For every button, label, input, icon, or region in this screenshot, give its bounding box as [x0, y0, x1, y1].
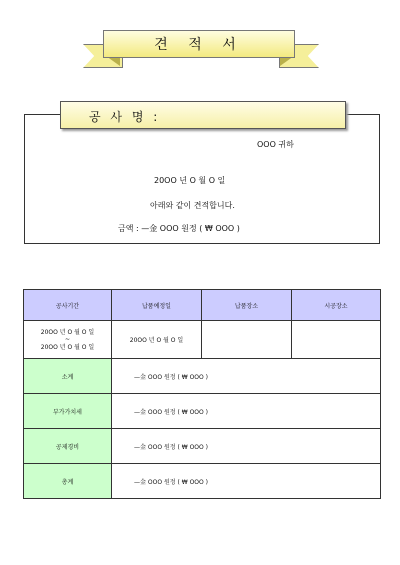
- header-construction-place: 시공장소: [292, 290, 381, 321]
- construction-place-cell: [292, 321, 381, 359]
- header-delivery-place: 납품장소: [202, 290, 292, 321]
- estimate-table: [23, 289, 381, 499]
- row-label-total: 총계: [24, 464, 112, 499]
- period-end: 20OO 년 O 월 O 일: [40, 343, 95, 351]
- period-tilde: ~: [64, 335, 71, 343]
- header-delivery-date: 납품예정일: [112, 290, 202, 321]
- row-label-deduction: 공제경비: [24, 429, 112, 464]
- header-period: 공사기간: [24, 290, 112, 321]
- table-row: [24, 429, 381, 464]
- document-title: 견 적 서: [103, 30, 295, 58]
- table-row: [24, 464, 381, 499]
- row-value-total: —金 OOO 원정 ( ₩ OOO ): [112, 464, 381, 499]
- row-label-subtotal: 소계: [24, 359, 112, 394]
- project-name-label: 공 사 명 :: [89, 110, 161, 124]
- delivery-place-cell: [202, 321, 292, 359]
- row-value-vat: —金 OOO 원정 ( ₩ OOO ): [112, 394, 381, 429]
- delivery-date-cell: 20OO 년 O 월 O 일: [112, 321, 202, 359]
- row-value-subtotal: —金 OOO 원정 ( ₩ OOO ): [112, 359, 381, 394]
- row-label-vat: 부가가치세: [24, 394, 112, 429]
- table-row: [24, 394, 381, 429]
- table-row: [24, 321, 381, 359]
- period-cell: [24, 321, 112, 359]
- period-start: 20OO 년 O 월 O 일: [40, 328, 95, 336]
- row-value-deduction: —金 OOO 원정 ( ₩ OOO ): [112, 429, 381, 464]
- amount-line: 금액 : —金 OOO 원정 ( ₩ OOO ): [118, 224, 240, 233]
- estimate-statement: 아래와 같이 견적합니다.: [150, 201, 235, 210]
- estimate-date: 20OO 년 O 월 O 일: [154, 176, 226, 185]
- project-name-tab: [60, 101, 346, 129]
- table-row: [24, 359, 381, 394]
- recipient-text: OOO 귀하: [257, 140, 294, 149]
- table-header-row: [24, 290, 381, 321]
